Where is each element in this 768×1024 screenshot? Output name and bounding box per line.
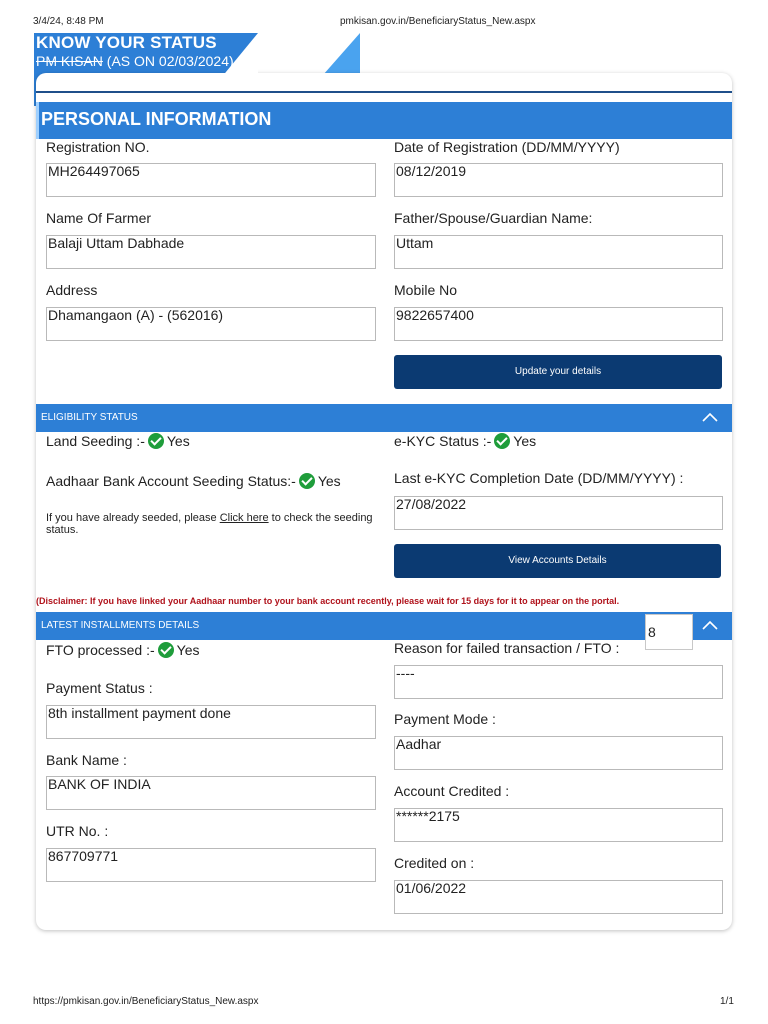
guardian-name-field[interactable] bbox=[394, 235, 723, 269]
guardian-name-label: Father/Spouse/Guardian Name: bbox=[394, 210, 593, 226]
installment-number-value: 8 bbox=[648, 624, 656, 640]
ekyc-label: e-KYC Status :- bbox=[394, 433, 492, 449]
view-accounts-button[interactable] bbox=[394, 544, 721, 578]
check-icon bbox=[148, 433, 164, 449]
aadhaar-seeding-label: Aadhaar Bank Account Seeding Status:- bbox=[46, 473, 296, 489]
date-registration-label: Date of Registration (DD/MM/YYYY) bbox=[394, 139, 620, 155]
seeding-note-post: to check the seeding status. bbox=[46, 512, 373, 536]
bank-name-label: Bank Name : bbox=[46, 752, 127, 768]
land-seeding-status bbox=[46, 433, 190, 449]
utr-value: 867709771 bbox=[48, 848, 119, 864]
last-ekyc-value: 27/08/2022 bbox=[396, 496, 467, 512]
date-registration-field[interactable] bbox=[394, 163, 723, 197]
address-label: Address bbox=[46, 282, 98, 298]
installments-header[interactable] bbox=[36, 612, 732, 640]
farmer-name-value: Balaji Uttam Dabhade bbox=[48, 235, 185, 251]
view-accounts-label: View Accounts Details bbox=[508, 555, 607, 566]
check-icon bbox=[299, 473, 315, 489]
account-credited-label: Account Credited : bbox=[394, 783, 510, 799]
farmer-name-field[interactable] bbox=[46, 235, 376, 269]
mobile-value: 9822657400 bbox=[396, 307, 474, 323]
seeding-note bbox=[46, 512, 376, 536]
payment-status-label: Payment Status : bbox=[46, 680, 153, 696]
banner-title: KNOW YOUR STATUS bbox=[36, 33, 217, 52]
personal-info-title: PERSONAL INFORMATION bbox=[41, 109, 272, 129]
payment-mode-field[interactable] bbox=[394, 736, 723, 770]
section-accent bbox=[36, 102, 39, 139]
seeding-note-pre: If you have already seeded, please bbox=[46, 512, 220, 524]
land-seeding-value: Yes bbox=[166, 433, 190, 449]
registration-label: Registration NO. bbox=[46, 139, 150, 155]
banner-text-area bbox=[34, 30, 234, 78]
fto-processed-value: Yes bbox=[176, 642, 200, 658]
guardian-name-value: Uttam bbox=[396, 235, 434, 251]
credited-on-field[interactable] bbox=[394, 880, 723, 914]
banner-subtitle bbox=[36, 53, 234, 69]
last-ekyc-field[interactable] bbox=[394, 496, 723, 530]
banner-date: (AS ON 02/03/2024) bbox=[102, 53, 234, 69]
installment-number-input[interactable] bbox=[645, 614, 693, 650]
land-seeding-label: Land Seeding :- bbox=[46, 433, 145, 449]
credited-on-label: Credited on : bbox=[394, 855, 475, 871]
click-here-link[interactable]: Click here bbox=[219, 512, 269, 524]
chevron-up-icon[interactable] bbox=[702, 618, 718, 634]
account-credited-value: ******2175 bbox=[396, 808, 460, 824]
banner-decoration bbox=[323, 33, 360, 75]
installments-title: LATEST INSTALLMENTS DETAILS bbox=[41, 620, 200, 631]
personal-info-header bbox=[36, 102, 732, 139]
bank-name-value: BANK OF INDIA bbox=[48, 776, 151, 792]
failed-reason-value: ---- bbox=[396, 665, 415, 681]
mobile-label: Mobile No bbox=[394, 282, 458, 298]
print-datetime: 3/4/24, 8:48 PM bbox=[33, 16, 104, 27]
account-credited-field[interactable] bbox=[394, 808, 723, 842]
update-details-label: Update your details bbox=[514, 366, 602, 377]
utr-field[interactable] bbox=[46, 848, 376, 882]
print-url: pmkisan.gov.in/BeneficiaryStatus_New.aspx bbox=[340, 16, 536, 27]
ekyc-status bbox=[394, 433, 536, 449]
failed-reason-label: Reason for failed transaction / FTO : bbox=[394, 640, 620, 656]
payment-mode-value: Aadhar bbox=[396, 736, 442, 752]
update-details-button[interactable] bbox=[394, 355, 722, 389]
utr-label: UTR No. : bbox=[46, 823, 109, 839]
payment-status-field[interactable] bbox=[46, 705, 376, 739]
footer-url: https://pmkisan.gov.in/BeneficiaryStatus_New.aspx bbox=[33, 996, 259, 1007]
footer-page-number: 1/1 bbox=[720, 996, 734, 1007]
mobile-field[interactable] bbox=[394, 307, 723, 341]
ekyc-value: Yes bbox=[513, 433, 537, 449]
eligibility-title: ELIGIBILITY STATUS bbox=[41, 412, 138, 423]
registration-field[interactable] bbox=[46, 163, 376, 197]
fto-processed-label: FTO processed :- bbox=[46, 642, 155, 658]
disclaimer-text: (Disclaimer: If you have linked your Aadhaar number to your bank account recently, please wait for 15 days for it to appear on the portal. bbox=[36, 596, 620, 606]
payment-status-value: 8th installment payment done bbox=[48, 705, 231, 721]
aadhaar-seeding-status bbox=[46, 473, 341, 489]
check-icon bbox=[494, 433, 510, 449]
fto-processed-status bbox=[46, 642, 200, 658]
date-registration-value: 08/12/2019 bbox=[396, 163, 467, 179]
farmer-name-label: Name Of Farmer bbox=[46, 210, 152, 226]
check-icon bbox=[158, 642, 174, 658]
last-ekyc-label: Last e-KYC Completion Date (DD/MM/YYYY) : bbox=[394, 470, 684, 486]
eligibility-header[interactable] bbox=[36, 404, 732, 432]
registration-value: MH264497065 bbox=[48, 163, 140, 179]
address-field[interactable] bbox=[46, 307, 376, 341]
failed-reason-field[interactable] bbox=[394, 665, 723, 699]
chevron-up-icon[interactable] bbox=[702, 410, 718, 426]
payment-mode-label: Payment Mode : bbox=[394, 711, 496, 727]
aadhaar-seeding-value: Yes bbox=[317, 473, 341, 489]
bank-name-field[interactable] bbox=[46, 776, 376, 810]
address-value: Dhamangaon (A) - (562016) bbox=[48, 307, 224, 323]
credited-on-value: 01/06/2022 bbox=[396, 880, 467, 896]
banner-scheme-name: PM KISAN bbox=[36, 53, 103, 69]
card-divider bbox=[36, 91, 732, 93]
